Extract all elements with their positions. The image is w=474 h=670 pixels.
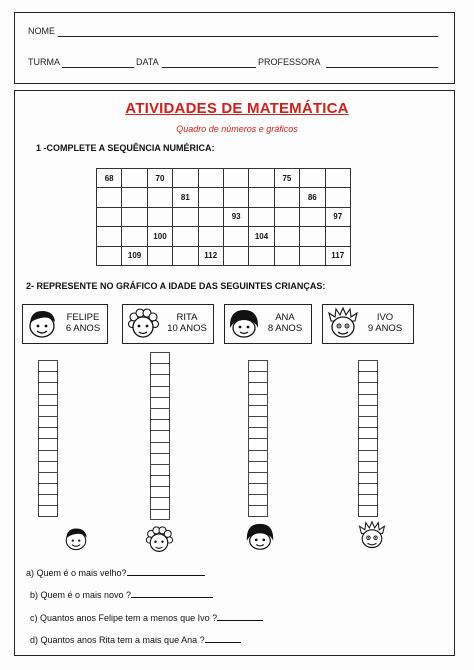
data-field[interactable]	[162, 67, 256, 68]
grid-row	[97, 246, 351, 265]
curly-girl-face-icon	[144, 526, 174, 554]
child-card-ivo	[322, 304, 414, 344]
grid-cell-empty[interactable]	[223, 227, 248, 246]
grid-cell-empty[interactable]	[173, 169, 198, 188]
graph-column-rita[interactable]	[150, 352, 170, 520]
child-name-felipe	[59, 312, 107, 334]
grid-cell-empty[interactable]	[300, 227, 325, 246]
grid-cell-empty[interactable]	[198, 169, 223, 188]
child-name-ivo	[361, 312, 409, 334]
child-name: RITA	[176, 312, 198, 323]
professora-field[interactable]	[326, 67, 438, 68]
grid-cell-filled: 93	[223, 207, 248, 226]
question-text: a) Quem é o mais velho?	[26, 568, 127, 578]
grid-cell-empty[interactable]	[173, 246, 198, 265]
grid-cell-empty[interactable]	[147, 246, 172, 265]
child-name: IVO	[376, 312, 394, 323]
question-text: c) Quantos anos Felipe tem a menos que Ivo ?	[30, 613, 218, 623]
question-c	[30, 611, 263, 623]
graph-column-ana[interactable]	[248, 360, 268, 517]
grid-cell-empty[interactable]	[300, 246, 325, 265]
grid-cell-empty[interactable]	[122, 227, 147, 246]
grid-cell-empty[interactable]	[97, 207, 122, 226]
question-text: b) Quem é o mais novo ?	[30, 590, 132, 600]
question-d	[30, 633, 241, 645]
spiky-boy-face-icon	[356, 520, 388, 552]
grid-cell-empty[interactable]	[249, 169, 274, 188]
girl-face-icon	[227, 308, 261, 340]
nome-label: NOME	[28, 26, 55, 36]
grid-cell-empty[interactable]	[147, 207, 172, 226]
spiky-boy-face-icon	[325, 307, 361, 341]
child-card-felipe	[22, 304, 108, 344]
answer-field[interactable]	[205, 633, 241, 643]
grid-cell-empty[interactable]	[97, 188, 122, 207]
grid-cell-empty[interactable]	[173, 207, 198, 226]
graph-column-felipe[interactable]	[38, 360, 58, 517]
child-age: 6 ANOS	[65, 323, 101, 334]
answer-field[interactable]	[127, 566, 205, 576]
grid-cell-empty[interactable]	[249, 207, 274, 226]
question-1-text: 1 -COMPLETE A SEQUÊNCIA NUMÉRICA:	[36, 143, 215, 153]
question-text: d) Quantos anos Rita tem a mais que Ana ?	[30, 635, 205, 645]
grid-cell-filled: 70	[147, 169, 172, 188]
child-name-ana	[261, 312, 309, 334]
grid-cell-filled: 68	[97, 169, 122, 188]
boy-face-icon	[62, 526, 90, 552]
grid-cell-empty[interactable]	[274, 227, 299, 246]
child-name: ANA	[275, 312, 295, 323]
grid-cell-empty[interactable]	[173, 227, 198, 246]
grid-cell-empty[interactable]	[198, 227, 223, 246]
grid-cell-filled: 112	[198, 246, 223, 265]
boy-face-icon	[25, 308, 59, 340]
number-grid	[96, 168, 351, 266]
turma-label: TURMA	[28, 57, 60, 67]
grid-cell-filled: 104	[249, 227, 274, 246]
question-b	[30, 588, 213, 600]
grid-cell-filled: 81	[173, 188, 198, 207]
grid-cell-empty[interactable]	[249, 246, 274, 265]
grid-cell-filled: 117	[325, 246, 350, 265]
question-2-text: 2- REPRESENTE NO GRÁFICO A IDADE DAS SEGUINTES CRIANÇAS:	[26, 281, 326, 291]
answer-field[interactable]	[217, 611, 263, 621]
curly-girl-face-icon	[126, 308, 160, 340]
child-age: 9 ANOS	[367, 323, 403, 334]
grid-row	[97, 227, 351, 246]
grid-cell-empty[interactable]	[223, 169, 248, 188]
grid-cell-empty[interactable]	[122, 188, 147, 207]
grid-cell-empty[interactable]	[198, 188, 223, 207]
grid-cell-empty[interactable]	[122, 169, 147, 188]
child-card-ana	[224, 304, 312, 344]
child-name-rita	[163, 312, 211, 334]
grid-cell-empty[interactable]	[122, 207, 147, 226]
nome-field[interactable]	[58, 36, 438, 37]
grid-cell-empty[interactable]	[147, 188, 172, 207]
grid-cell-empty[interactable]	[325, 169, 350, 188]
grid-row	[97, 169, 351, 188]
grid-cell-empty[interactable]	[274, 246, 299, 265]
grid-cell-empty[interactable]	[274, 207, 299, 226]
grid-cell-empty[interactable]	[198, 207, 223, 226]
professora-label: PROFESSORA	[258, 57, 321, 67]
grid-row	[97, 207, 351, 226]
grid-cell-empty[interactable]	[97, 246, 122, 265]
grid-row	[97, 188, 351, 207]
header-box	[14, 12, 455, 84]
grid-cell-filled: 109	[122, 246, 147, 265]
child-name: FELIPE	[66, 312, 100, 323]
grid-cell-empty[interactable]	[325, 227, 350, 246]
child-age: 10 ANOS	[167, 323, 207, 334]
data-label: DATA	[136, 57, 159, 67]
grid-cell-filled: 97	[325, 207, 350, 226]
girl-face-icon	[244, 522, 276, 552]
grid-cell-filled: 100	[147, 227, 172, 246]
page-subtitle: Quadro de números e gráficos	[176, 124, 298, 134]
answer-field[interactable]	[131, 588, 213, 598]
grid-cell-empty[interactable]	[274, 188, 299, 207]
grid-cell-empty[interactable]	[249, 188, 274, 207]
grid-cell-empty[interactable]	[223, 246, 248, 265]
grid-cell-empty[interactable]	[300, 207, 325, 226]
child-age: 8 ANOS	[267, 323, 303, 334]
grid-cell-empty[interactable]	[325, 188, 350, 207]
graph-column-ivo[interactable]	[358, 360, 378, 517]
grid-cell-filled: 75	[274, 169, 299, 188]
page-title: ATIVIDADES DE MATEMÁTICA	[125, 100, 349, 117]
question-a	[26, 566, 205, 578]
child-card-rita	[122, 304, 214, 344]
grid-cell-filled: 86	[300, 188, 325, 207]
turma-field[interactable]	[62, 67, 134, 68]
grid-cell-empty[interactable]	[97, 227, 122, 246]
grid-cell-empty[interactable]	[300, 169, 325, 188]
grid-cell-empty[interactable]	[223, 188, 248, 207]
